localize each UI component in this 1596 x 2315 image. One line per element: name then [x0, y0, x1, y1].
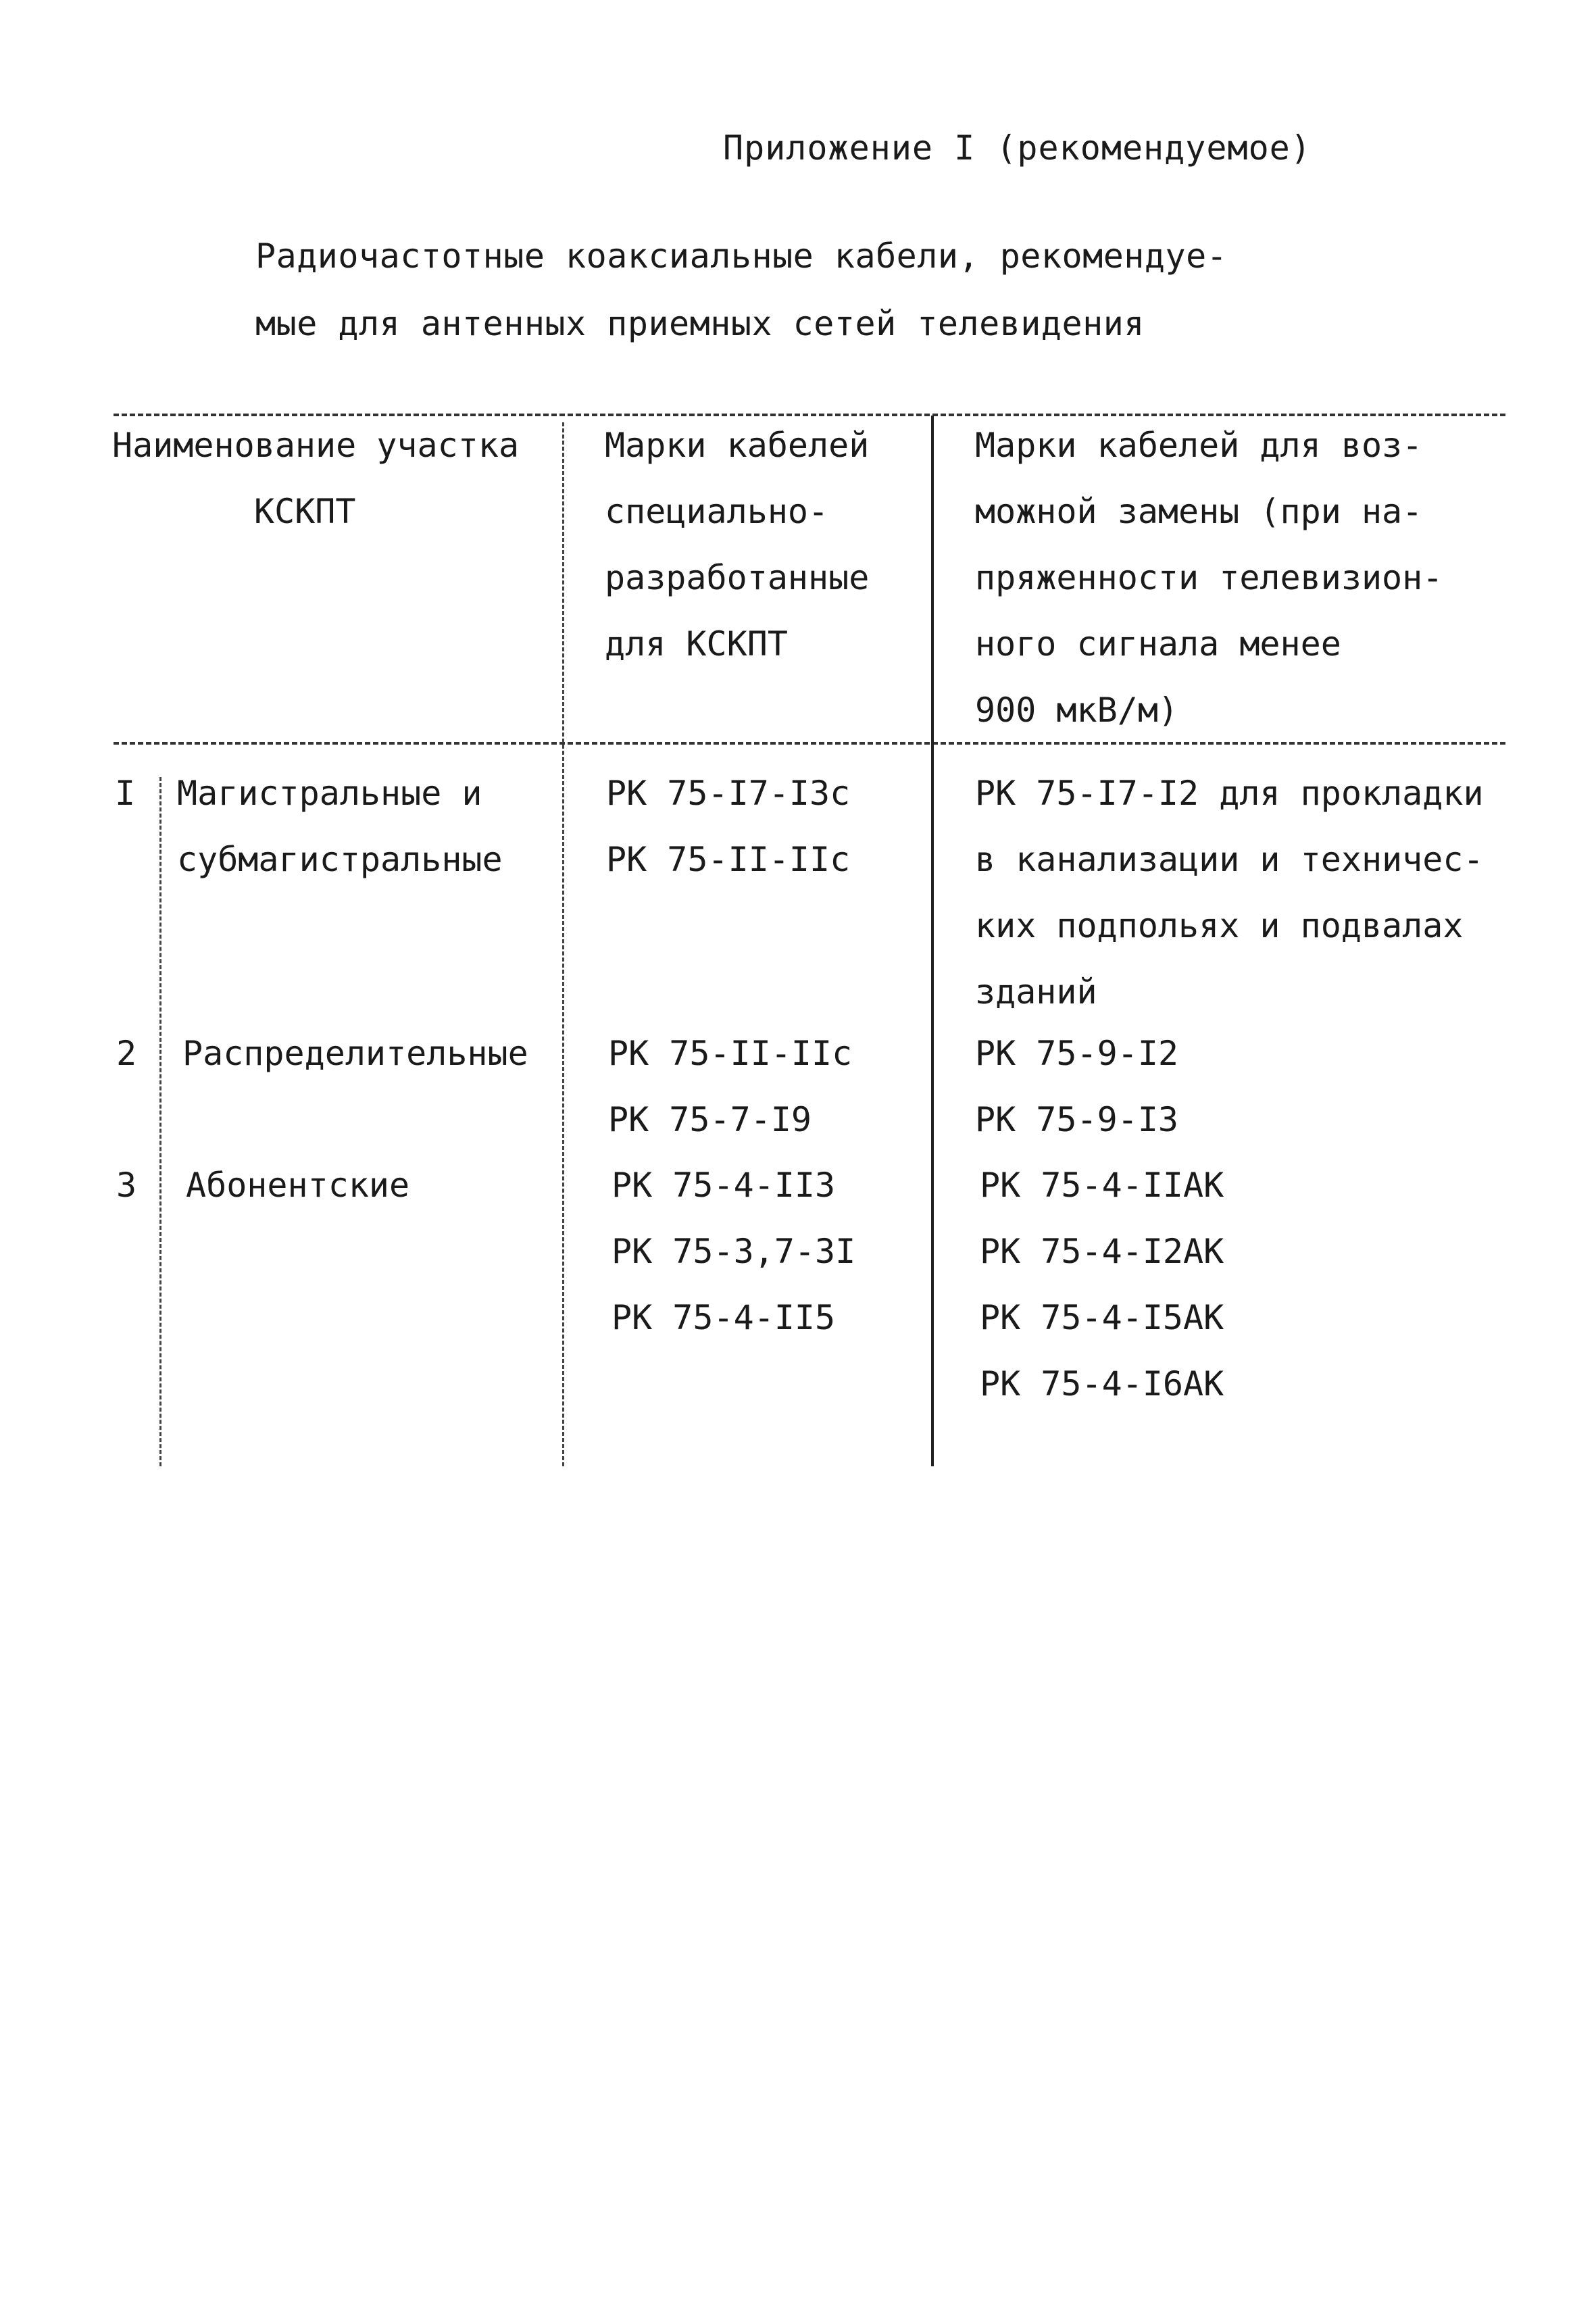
- row-section-name: [186, 1152, 409, 1218]
- row-replacement-cables: [975, 1020, 1178, 1153]
- cable-mark: РК 75-4-I5АК: [980, 1298, 1224, 1337]
- cable-mark: РК 75-4-I2АК: [980, 1232, 1224, 1271]
- cable-mark: РК 75-3,7-3I: [612, 1232, 856, 1271]
- header-text: ного сигнала менее: [975, 624, 1341, 664]
- row-special-cables: [606, 760, 850, 893]
- row-section-name: [177, 760, 503, 893]
- row-number: 2: [116, 1034, 137, 1073]
- header-text: Марки кабелей для воз-: [975, 426, 1423, 465]
- document-title-line-1: Радиочастотные коаксиальные кабели, рекомендуе-: [255, 237, 1228, 276]
- cable-mark: в канализации и техничес-: [975, 840, 1484, 879]
- section-text: Магистральные и: [177, 774, 482, 813]
- cable-mark: РК 75-I7-I3с: [606, 774, 851, 813]
- cable-mark: РК 75-7-I9: [608, 1100, 812, 1139]
- cable-mark: РК 75-4-II5: [612, 1298, 836, 1337]
- document-title-line-2: мые для антенных приемных сетей телевидения: [255, 304, 1145, 343]
- cable-mark: РК 75-II-IIс: [606, 840, 851, 879]
- row-replacement-cables: [975, 760, 1484, 1025]
- header-text: КСКПТ: [254, 492, 356, 531]
- header-text: для КСКПТ: [605, 624, 788, 664]
- table-column-divider-2: [931, 416, 934, 1466]
- header-text: 900 мкВ/м): [975, 691, 1179, 730]
- row-special-cables: [612, 1152, 855, 1351]
- header-text: Наименование участка: [112, 426, 520, 465]
- row-section-name: [182, 1020, 528, 1087]
- row-number: 3: [116, 1166, 137, 1205]
- header-text: разработанные: [605, 558, 870, 597]
- header-text: Марки кабелей: [605, 426, 870, 465]
- cable-mark: РК 75-9-I2: [975, 1034, 1179, 1073]
- table-header-special-cables: [605, 412, 869, 677]
- cable-mark: РК 75-I7-I2 для прокладки: [975, 774, 1484, 813]
- table-column-divider-1: [562, 422, 564, 1466]
- appendix-heading: Приложение I (рекомендуемое): [723, 128, 1312, 168]
- row-replacement-cables: [980, 1152, 1224, 1417]
- table-column-divider-num: [159, 777, 161, 1466]
- cable-mark: зданий: [975, 972, 1097, 1012]
- header-text: можной замены (при на-: [975, 492, 1423, 531]
- section-text: Распределительные: [182, 1034, 528, 1073]
- section-text: Абонентские: [186, 1166, 410, 1205]
- section-text: субмагистральные: [177, 840, 503, 879]
- cable-mark: РК 75-4-I6АК: [980, 1364, 1224, 1403]
- cable-mark: РК 75-4-II3: [612, 1166, 836, 1205]
- row-number: I: [115, 774, 136, 813]
- table-header-replacement-cables: [975, 412, 1443, 743]
- cable-mark: РК 75-4-IIАК: [980, 1166, 1224, 1205]
- header-text: пряженности телевизион-: [975, 558, 1443, 597]
- cable-mark: РК 75-II-IIс: [608, 1034, 853, 1073]
- header-text: специально-: [605, 492, 829, 531]
- cable-mark: ких подпольях и подвалах: [975, 906, 1464, 945]
- row-special-cables: [608, 1020, 852, 1153]
- cable-mark: РК 75-9-I3: [975, 1100, 1179, 1139]
- table-header-section: [112, 412, 519, 545]
